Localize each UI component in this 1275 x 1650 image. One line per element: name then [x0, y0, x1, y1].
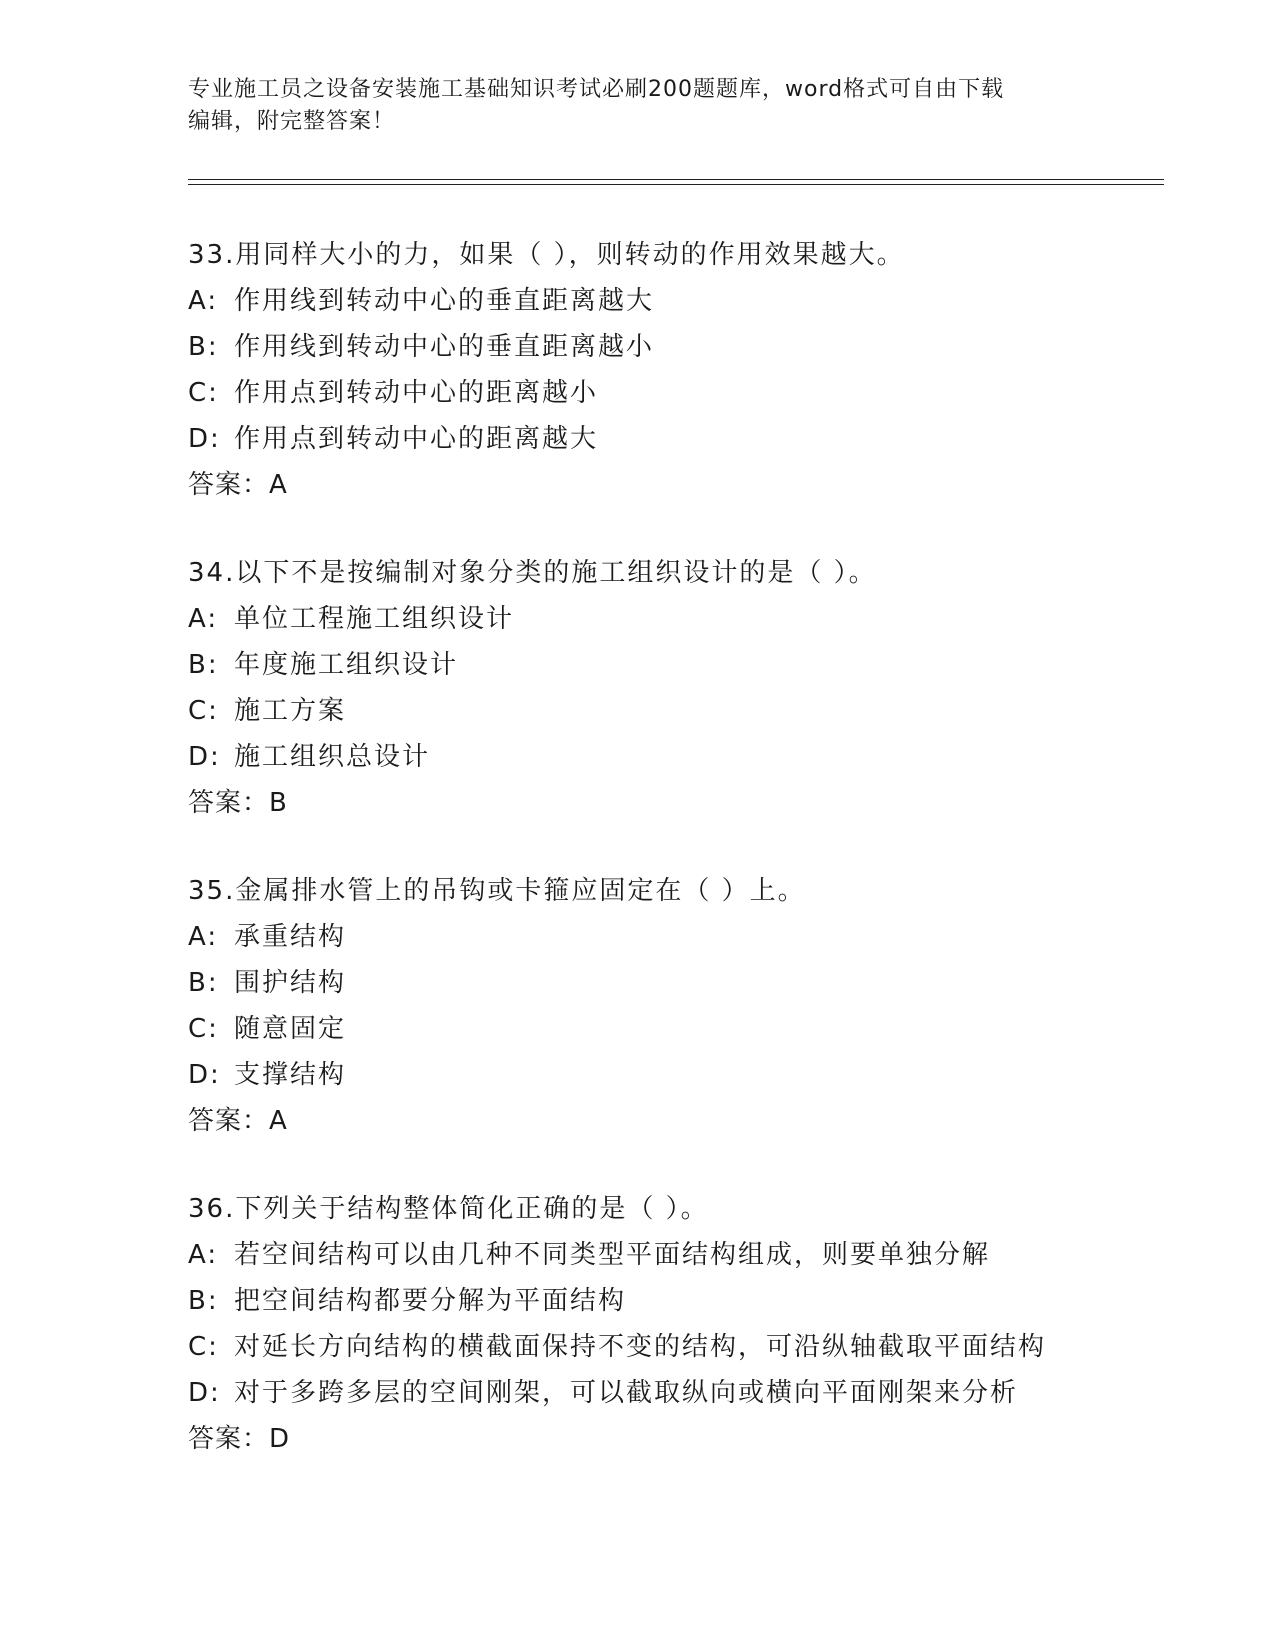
- option-key: A:: [188, 1240, 219, 1270]
- option-d: [188, 734, 1148, 780]
- answer-line: 答案：B: [188, 788, 288, 818]
- option-a: [188, 1232, 1148, 1278]
- question-36: [188, 1186, 1148, 1462]
- option-d: [188, 1370, 1148, 1416]
- question-stem: 35.金属排水管上的吊钩或卡箍应固定在（ ）上。: [188, 876, 806, 906]
- option-text: 随意固定: [234, 1014, 347, 1044]
- option-c: [188, 688, 1148, 734]
- answer-line: 答案：D: [188, 1424, 291, 1454]
- option-key: C:: [188, 696, 219, 726]
- question-stem: 33.用同样大小的力，如果（ ），则转动的作用效果越大。: [188, 240, 905, 270]
- option-text: 若空间结构可以由几种不同类型平面结构组成，则要单独分解: [234, 1240, 991, 1270]
- option-text: 施工组织总设计: [234, 742, 431, 772]
- option-key: A:: [188, 922, 219, 952]
- header-line-1: 专业施工员之设备安装施工基础知识考试必刷200题题库，word格式可自由下载: [188, 77, 1005, 102]
- option-c: [188, 1006, 1148, 1052]
- option-d: [188, 416, 1148, 462]
- option-key: C:: [188, 1014, 219, 1044]
- option-text: 作用线到转动中心的垂直距离越大: [234, 286, 655, 316]
- question-list: [188, 232, 1148, 1504]
- option-c: [188, 1324, 1148, 1370]
- option-text: 作用点到转动中心的距离越大: [234, 424, 599, 454]
- option-a: [188, 596, 1148, 642]
- option-key: D:: [188, 742, 221, 772]
- header-divider-top: [188, 179, 1164, 180]
- option-key: D:: [188, 424, 221, 454]
- option-text: 对于多跨多层的空间刚架，可以截取纵向或横向平面刚架来分析: [234, 1378, 1019, 1408]
- option-text: 年度施工组织设计: [234, 650, 459, 680]
- option-key: B:: [188, 650, 219, 680]
- option-text: 把空间结构都要分解为平面结构: [234, 1286, 627, 1316]
- option-text: 支撑结构: [234, 1060, 347, 1090]
- option-key: D:: [188, 1060, 221, 1090]
- option-key: B:: [188, 1286, 219, 1316]
- option-key: A:: [188, 286, 219, 316]
- option-key: C:: [188, 1332, 219, 1362]
- answer-line: 答案：A: [188, 470, 288, 500]
- question-stem: 34.以下不是按编制对象分类的施工组织设计的是（ ）。: [188, 558, 877, 588]
- option-b: [188, 642, 1148, 688]
- option-text: 作用点到转动中心的距离越小: [234, 378, 599, 408]
- option-key: A:: [188, 604, 219, 634]
- option-text: 承重结构: [234, 922, 347, 952]
- option-a: [188, 914, 1148, 960]
- question-34: [188, 550, 1148, 826]
- option-key: D:: [188, 1378, 221, 1408]
- option-a: [188, 278, 1148, 324]
- option-key: B:: [188, 332, 219, 362]
- option-key: C:: [188, 378, 219, 408]
- document-header: [188, 74, 1088, 138]
- header-divider-bottom: [188, 184, 1164, 185]
- question-stem: 36.下列关于结构整体简化正确的是（ ）。: [188, 1194, 709, 1224]
- option-text: 施工方案: [234, 696, 347, 726]
- answer-line: 答案：A: [188, 1106, 288, 1136]
- header-line-2: 编辑，附完整答案！: [188, 109, 396, 134]
- option-c: [188, 370, 1148, 416]
- option-text: 对延长方向结构的横截面保持不变的结构，可沿纵轴截取平面结构: [234, 1332, 1047, 1362]
- question-35: [188, 868, 1148, 1144]
- option-text: 围护结构: [234, 968, 347, 998]
- option-key: B:: [188, 968, 219, 998]
- option-d: [188, 1052, 1148, 1098]
- option-b: [188, 1278, 1148, 1324]
- option-text: 单位工程施工组织设计: [234, 604, 515, 634]
- option-text: 作用线到转动中心的垂直距离越小: [234, 332, 655, 362]
- option-b: [188, 324, 1148, 370]
- question-33: [188, 232, 1148, 508]
- option-b: [188, 960, 1148, 1006]
